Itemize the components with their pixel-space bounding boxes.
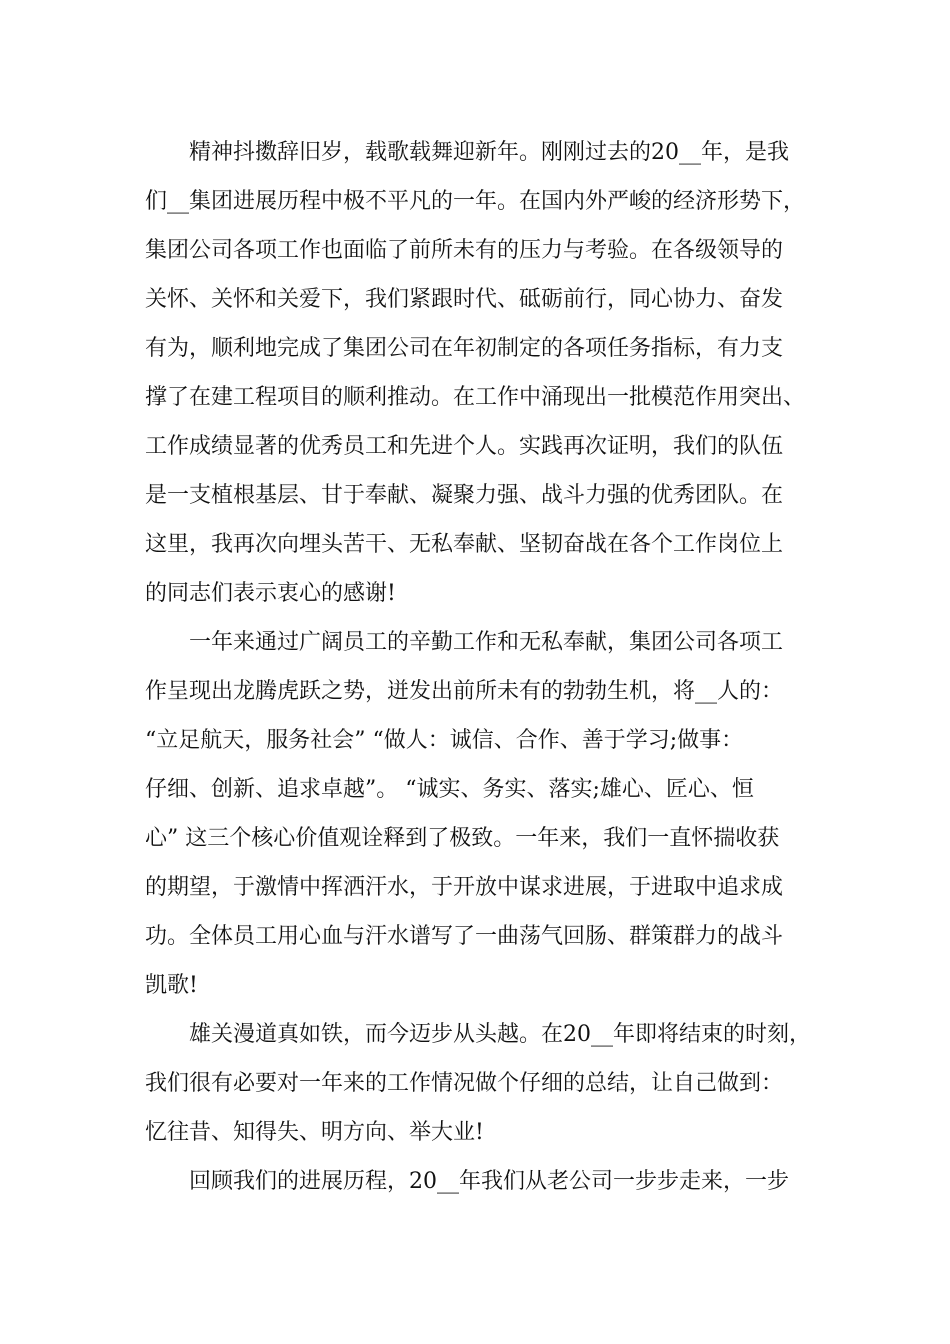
paragraph-1-line: 这里，我再次向埋头苦干、无私奉献、坚韧奋战在各个工作岗位上 — [145, 532, 784, 557]
paragraph-2-line: 仔细、创新、追求卓越”。 “诚实、务实、落实;雄心、匠心、恒 — [145, 777, 754, 802]
paragraph-2-line: 心” 这三个核心价值观诠释到了极致。一年来，我们一直怀揣收获 — [145, 826, 780, 851]
paragraph-1-line: 关怀、关怀和关爱下，我们紧跟时代、砥砺前行，同心协力、奋发 — [145, 287, 784, 312]
paragraph-1-line: 是一支植根基层、甘于奉献、凝聚力强、战斗力强的优秀团队。在 — [145, 483, 784, 508]
paragraph-1-line: 有为，顺利地完成了集团公司在年初制定的各项任务指标，有力支 — [145, 336, 784, 361]
paragraph-2-line: “立足航天，服务社会” “做人：诚信、合作、善于学习;做事： — [145, 728, 744, 753]
paragraph-2-line: 一年来通过广阔员工的辛勤工作和无私奉献，集团公司各项工 — [189, 630, 784, 655]
document-body — [145, 132, 815, 1210]
paragraph-1-line: 精神抖擞辞旧岁，载歌载舞迎新年。刚刚过去的20__年，是我 — [189, 140, 789, 165]
paragraph-1-line: 们__集团进展历程中极不平凡的一年。在国内外严峻的经济形势下， — [145, 189, 806, 214]
paragraph-3-line: 雄关漫道真如铁，而今迈步从头越。在20__年即将结束的时刻， — [189, 1022, 811, 1047]
paragraph-1-line: 的同志们表示衷心的感谢! — [145, 581, 396, 606]
paragraph-4-line: 回顾我们的进展历程，20__年我们从老公司一步步走来，一步 — [189, 1169, 789, 1194]
paragraph-3-line: 我们很有必要对一年来的工作情况做个仔细的总结，让自己做到： — [145, 1071, 784, 1096]
paragraph-2-line: 的期望，于激情中挥洒汗水，于开放中谋求进展，于进取中追求成 — [145, 875, 784, 900]
paragraph-1-line: 工作成绩显著的优秀员工和先进个人。实践再次证明，我们的队伍 — [145, 434, 784, 459]
paragraph-3-line: 忆往昔、知得失、明方向、举大业! — [145, 1120, 484, 1145]
paragraph-2-line: 功。全体员工用心血与汗水谱写了一曲荡气回肠、群策群力的战斗 — [145, 924, 784, 949]
paragraph-2-line: 凯歌! — [145, 973, 198, 998]
paragraph-2-line: 作呈现出龙腾虎跃之势，迸发出前所未有的勃勃生机，将__人的： — [145, 679, 784, 704]
paragraph-1-line: 撑了在建工程项目的顺利推动。在工作中涌现出一批模范作用突出、 — [145, 385, 806, 410]
paragraph-1-line: 集团公司各项工作也面临了前所未有的压力与考验。在各级领导的 — [145, 238, 784, 263]
